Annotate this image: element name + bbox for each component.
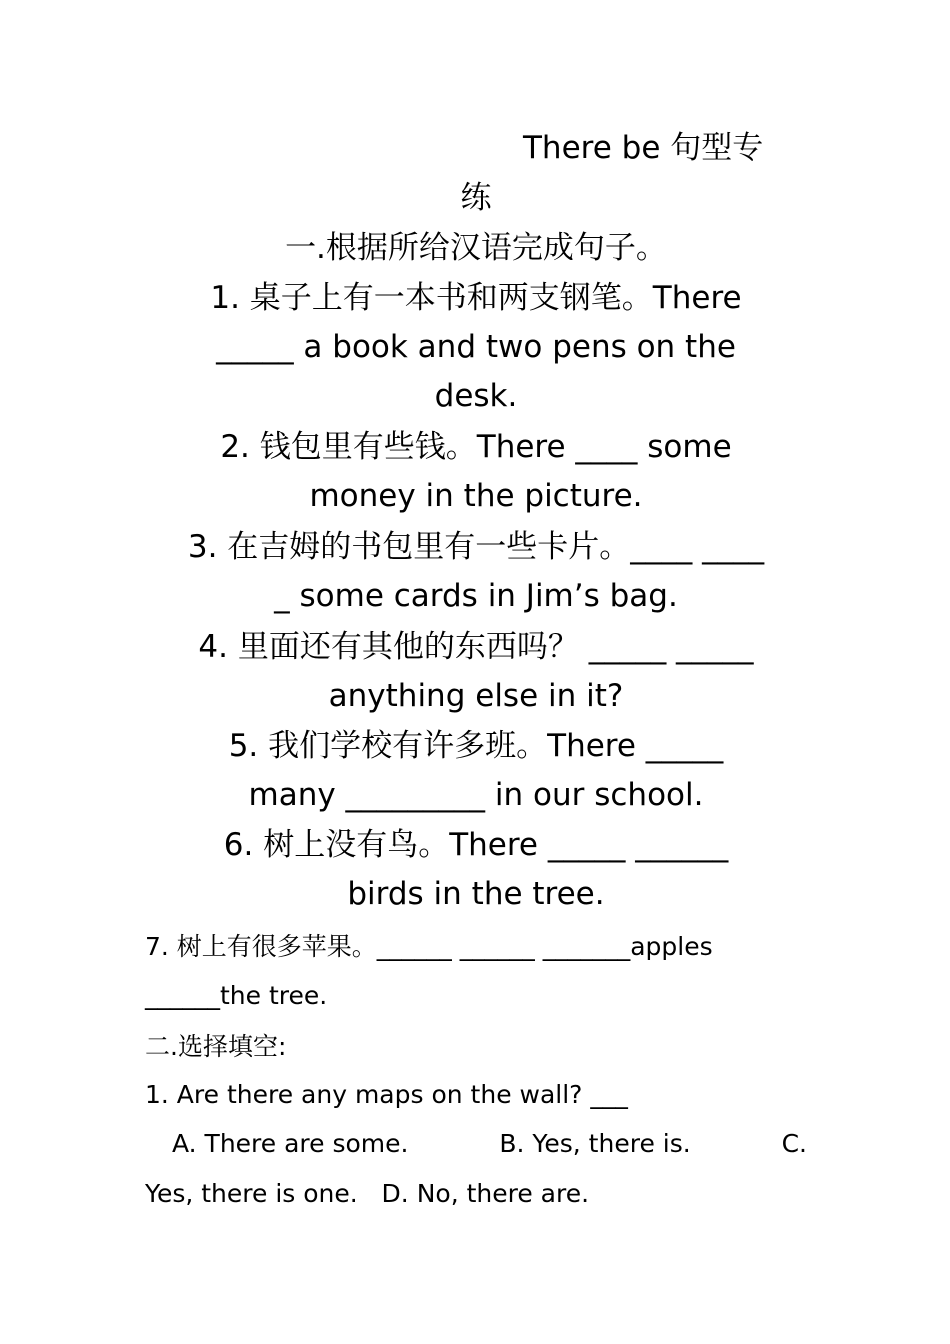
section-2-heading: 二.选择填空: — [145, 1032, 287, 1061]
question-2-line-2: money in the picture. — [309, 478, 643, 514]
question-1-line-1: 1. 桌子上有一本书和两支钢笔。There — [210, 280, 742, 316]
question-2-line-1: 2. 钱包里有些钱。There ____ some — [220, 429, 732, 465]
title-line-2: 练 — [460, 180, 492, 216]
option-c-label: C. — [781, 1129, 807, 1158]
question-6-line-1: 6. 树上没有鸟。There _____ ______ — [223, 827, 729, 863]
question-1-line-2: _____ a book and two pens on the — [216, 329, 736, 365]
option-b: B. Yes, there is. — [499, 1129, 691, 1158]
question-6-line-2: birds in the tree. — [347, 876, 605, 912]
title-line-1: There be 句型专 — [523, 130, 764, 166]
question-7-line-2: ______the tree. — [145, 981, 328, 1010]
question-7-line-1: 7. 树上有很多苹果。______ ______ _______apples — [145, 932, 713, 961]
question-5-line-1: 5. 我们学校有许多班。There _____ — [228, 728, 724, 764]
question-1-line-3: desk. — [434, 378, 518, 414]
question-3-line-2: _ some cards in Jim’s bag. — [274, 578, 678, 614]
question-3-line-1: 3. 在吉姆的书包里有一些卡片。____ ____ — [187, 529, 765, 565]
question-4-line-1: 4. 里面还有其他的东西吗？ _____ _____ — [198, 629, 754, 665]
question-5-line-2: many _________ in our school. — [248, 777, 704, 813]
question-4-line-2: anything else in it? — [328, 678, 624, 714]
choice-question-1-options-row-1 — [172, 1131, 807, 1156]
choice-question-1-options-row-2: Yes, there is one. D. No, there are. — [145, 1179, 590, 1208]
section-1-heading: 一.根据所给汉语完成句子。 — [285, 230, 667, 266]
option-a: A. There are some. — [172, 1129, 409, 1158]
choice-question-1-stem: 1. Are there any maps on the wall? ___ — [145, 1080, 628, 1109]
